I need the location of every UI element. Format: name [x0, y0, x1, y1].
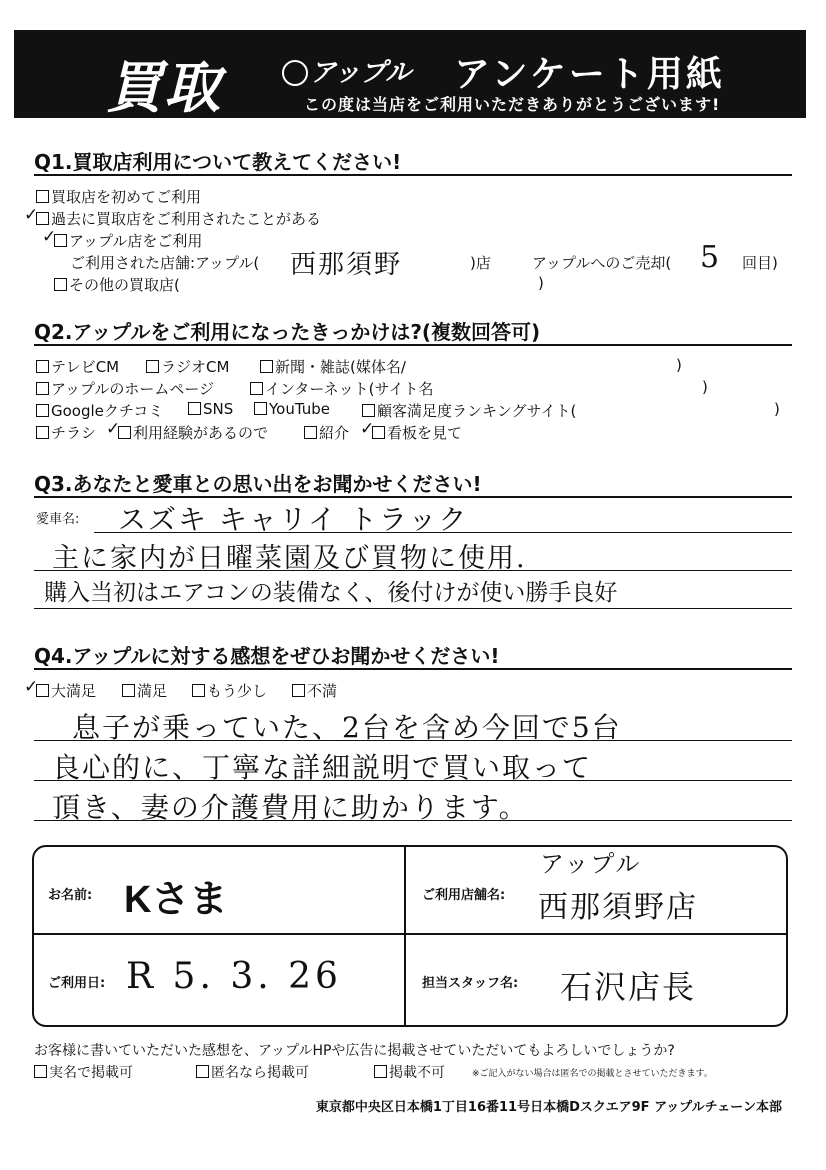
q2-rule: [34, 344, 792, 346]
info-name-value: Kさま: [124, 879, 228, 921]
checkbox[interactable]: [254, 402, 267, 415]
checkbox[interactable]: [192, 684, 205, 697]
checkbox[interactable]: [36, 190, 49, 203]
q3-title: Q3.あなたと愛車との思い出をお聞かせください!: [34, 472, 482, 496]
q4-dissatisfied[interactable]: 不満: [292, 680, 337, 701]
q2-homepage[interactable]: アップルのホームページ: [36, 378, 214, 399]
checkbox[interactable]: [304, 426, 317, 439]
info-divider-horizontal: [32, 933, 786, 935]
q3-car-name: スズキ キャリイ トラック: [118, 503, 469, 536]
checkbox[interactable]: [54, 278, 67, 291]
info-staff-value: 石沢店長: [560, 968, 697, 1006]
checkbox[interactable]: [374, 1065, 387, 1078]
q1-title: Q1.買取店利用について教えてください!: [34, 150, 402, 174]
q3-line-2: [34, 570, 792, 571]
header-banner: [14, 30, 806, 121]
checkbox-checked[interactable]: [372, 426, 385, 439]
q1-sell-count-label: アップルへのご売却(: [532, 254, 672, 272]
consent-note: ※ご記入がない場合は匿名での掲載とさせていただきます。: [472, 1069, 713, 1079]
q1-store-name-value: 西那須野: [290, 250, 403, 280]
q3-text-line1: 主に家内が日曜菜園及び買物に使用.: [52, 543, 527, 574]
q2-youtube[interactable]: YouTube: [254, 400, 330, 418]
q4-rule: [34, 668, 792, 670]
info-name-label: お名前:: [48, 888, 93, 903]
q2-referral[interactable]: 紹介: [304, 422, 349, 443]
info-date-label: ご利用日:: [48, 976, 106, 991]
q1-other-store-close: ): [538, 274, 544, 292]
checkbox-checked[interactable]: [118, 426, 131, 439]
q4-line-1: [34, 740, 792, 741]
checkbox[interactable]: [292, 684, 305, 697]
checkbox[interactable]: [362, 404, 375, 417]
q1-first-time[interactable]: 買取店を初めてご利用: [36, 186, 201, 207]
q4-title: Q4.アップルに対する感想をぜひお聞かせください!: [34, 644, 500, 668]
q3-text-line2: 購入当初はエアコンの装備なく、後付けが使い勝手良好: [44, 580, 618, 606]
header-kaitori: 買取: [106, 56, 222, 121]
checkbox-checked[interactable]: [36, 684, 49, 697]
q2-sns[interactable]: SNS: [188, 400, 233, 418]
q4-text-line2: 良心的に、丁寧な詳細説明で買い取って: [52, 751, 593, 784]
q4-very-satisfied[interactable]: ✓大満足: [36, 680, 96, 701]
q2-google[interactable]: Googleクチコミ: [36, 400, 163, 421]
checkbox[interactable]: [188, 402, 201, 415]
q2-ranking[interactable]: 顧客満足度ランキングサイト(: [362, 400, 576, 421]
q4-text-line3: 頂き、妻の介護費用に助かります。: [52, 791, 529, 824]
consent-anonymous[interactable]: 匿名なら掲載可: [196, 1062, 309, 1082]
q3-car-label: 愛車名:: [36, 512, 80, 527]
q2-internet-close: ): [702, 378, 708, 396]
q4-satisfied[interactable]: 満足: [122, 680, 167, 701]
checkbox[interactable]: [260, 360, 273, 373]
info-staff-label: 担当スタッフ名:: [422, 976, 519, 991]
q2-newspaper-close: ): [676, 356, 682, 374]
info-store-value-line1: アップル: [540, 850, 642, 878]
q1-store-name-label: ご利用された店舗:アップル(: [70, 254, 260, 272]
q1-rule: [34, 174, 792, 176]
q2-internet[interactable]: インターネット(サイト名: [250, 378, 433, 399]
checkbox[interactable]: [146, 360, 159, 373]
q3-line-1: [94, 532, 792, 533]
q2-experience[interactable]: ✓ 利用経験があるので: [118, 422, 268, 443]
info-divider-vertical: [404, 845, 406, 1025]
apple-logo-icon: [282, 60, 308, 86]
info-date-value: R 5. 3. 26: [126, 956, 342, 997]
checkbox[interactable]: [34, 1065, 47, 1078]
consent-question: お客様に書いていただいた感想を、アップルHPや広告に掲載させていただいてもよろしいでしょうか?: [34, 1043, 675, 1059]
checkbox-checked[interactable]: [36, 212, 49, 225]
q4-line-2: [34, 780, 792, 781]
checkbox[interactable]: [196, 1065, 209, 1078]
footer-address: 東京都中央区日本橋1丁目16番11号日本橋Dスクエア9F アップルチェーン本部: [315, 1100, 782, 1115]
checkbox[interactable]: [36, 426, 49, 439]
q1-sell-count-suffix: 回目): [742, 254, 778, 272]
q2-title: Q2.アップルをご利用になったきっかけは?(複数回答可): [34, 320, 541, 344]
checkbox[interactable]: [36, 360, 49, 373]
q4-text-line1: 息子が乗っていた、2台を含め今回で5台: [72, 711, 622, 744]
checkbox[interactable]: [122, 684, 135, 697]
q4-line-3: [34, 820, 792, 821]
q2-signboard[interactable]: ✓ 看板を見て: [372, 422, 462, 443]
checkbox[interactable]: [36, 382, 49, 395]
q1-sell-count-value: 5: [700, 240, 722, 275]
q1-other-store[interactable]: その他の買取店(: [54, 274, 180, 295]
q1-apple-store[interactable]: ✓アップル店をご利用: [54, 230, 202, 251]
q2-radiocm[interactable]: ラジオCM: [146, 356, 229, 377]
q3-line-3: [34, 608, 792, 609]
consent-real-name[interactable]: 実名で掲載可: [34, 1062, 133, 1082]
q2-newspaper[interactable]: 新聞・雑誌(媒体名/: [260, 356, 406, 377]
checkbox[interactable]: [36, 404, 49, 417]
header-subtitle: この度は当店をご利用いただきありがとうございます!: [304, 95, 721, 114]
info-store-label: ご利用店舗名:: [422, 888, 506, 903]
checkbox[interactable]: [250, 382, 263, 395]
q4-bit-more[interactable]: もう少し: [192, 680, 267, 701]
header-title: アンケート用紙: [454, 54, 725, 95]
q2-flyer[interactable]: チラシ: [36, 422, 96, 443]
q2-ranking-close: ): [774, 400, 780, 418]
q1-used-before[interactable]: ✓過去に買取店をご利用されたことがある: [36, 208, 321, 229]
consent-not-allowed[interactable]: 掲載不可: [374, 1062, 445, 1082]
info-store-value-line2: 西那須野店: [538, 890, 698, 925]
q2-tvcm[interactable]: テレビCM: [36, 356, 119, 377]
header-brand: アップル: [310, 58, 412, 88]
q1-store-suffix: )店: [470, 254, 491, 272]
checkbox-checked[interactable]: [54, 234, 67, 247]
